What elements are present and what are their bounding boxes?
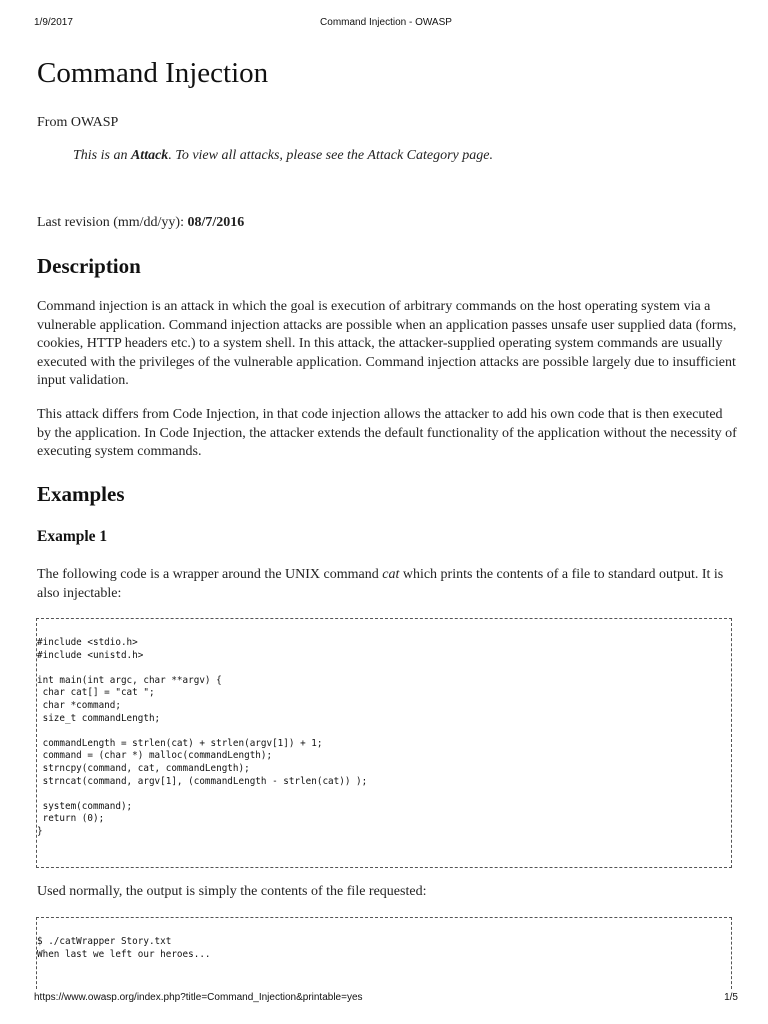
revision-date: 08/7/2016 <box>187 215 245 230</box>
code-1-line: #include <stdio.h> <box>37 637 138 648</box>
code-1-line: return (0); <box>37 813 105 825</box>
code-1-line: system(command); <box>37 800 133 812</box>
page-title: Command Injection <box>37 57 269 89</box>
attack-notice <box>73 148 493 164</box>
print-footer <box>34 992 738 1006</box>
print-title: Command Injection - OWASP <box>320 17 452 28</box>
code-1-line <box>37 788 731 801</box>
cat-command: cat <box>382 567 400 582</box>
notice-prefix: This is an <box>73 148 131 163</box>
code-block-1 <box>36 618 732 868</box>
code-2-line: When last we left our heroes... <box>37 948 211 960</box>
code-1-line: } <box>37 825 43 837</box>
code-1-line <box>37 662 731 675</box>
description-paragraph-2: This attack differs from Code Injection, in that code injection allows the attacker to add his own code that is then executed by the application. In Code Injection, the attacker extends the default functionality of the application without the necessity of executing system commands. <box>37 407 737 459</box>
code-1-line: char cat[] = "cat "; <box>37 687 155 699</box>
used-normally-text: Used normally, the output is simply the contents of the file requested: <box>37 884 427 899</box>
code-1-line: commandLength = strlen(cat) + strlen(argv[1]) + 1; <box>37 737 323 749</box>
print-header <box>34 17 738 31</box>
code-1-line: strncat(command, argv[1], (commandLength - strlen(cat)) ); <box>37 775 368 787</box>
description-paragraph-1: Command injection is an attack in which the goal is execution of arbitrary commands on the host operating system via a vulnerable application. Command injection attacks are possible when an application passes unsafe user supplied data (forms, cookies, HTTP headers etc.) to a system shell. In this attack, the attacker-supplied operating system commands are usually executed with the privileges of the vulnerable application. Command injection attacks are possible largely due to insufficient input validation. <box>37 299 737 388</box>
intro-text-b: which prints the contents of a file to standard output. It is also injectable: <box>37 567 724 601</box>
example-1-intro <box>37 566 737 603</box>
code-1-line: #include <unistd.h> <box>37 649 144 661</box>
page-number: 1/5 <box>724 992 738 1003</box>
intro-text-a: The following code is a wrapper around the UNIX command <box>37 567 383 582</box>
code-1-line: int main(int argc, char **argv) { <box>37 674 222 686</box>
revision-label: Last revision (mm/dd/yy): <box>37 215 188 230</box>
description-heading: Description <box>37 254 141 278</box>
notice-suffix: . To view all attacks, please see the Attack Category page. <box>168 148 493 163</box>
code-1-line: size_t commandLength; <box>37 712 161 724</box>
site-subtitle: From OWASP <box>37 115 119 130</box>
code-1-line: strncpy(command, cat, commandLength); <box>37 762 250 774</box>
examples-heading: Examples <box>37 482 125 506</box>
print-date: 1/9/2017 <box>34 17 73 28</box>
code-1-line: char *command; <box>37 699 121 711</box>
example-1-heading: Example 1 <box>37 528 108 545</box>
code-block-2 <box>36 917 732 989</box>
last-revision <box>37 215 244 231</box>
code-2-line: $ ./catWrapper Story.txt <box>37 936 172 947</box>
code-1-line: command = (char *) malloc(commandLength); <box>37 750 273 762</box>
attack-link[interactable]: Attack <box>130 148 169 163</box>
code-1-line <box>37 725 731 738</box>
print-url: https://www.owasp.org/index.php?title=Command_Injection&printable=yes <box>34 992 363 1003</box>
